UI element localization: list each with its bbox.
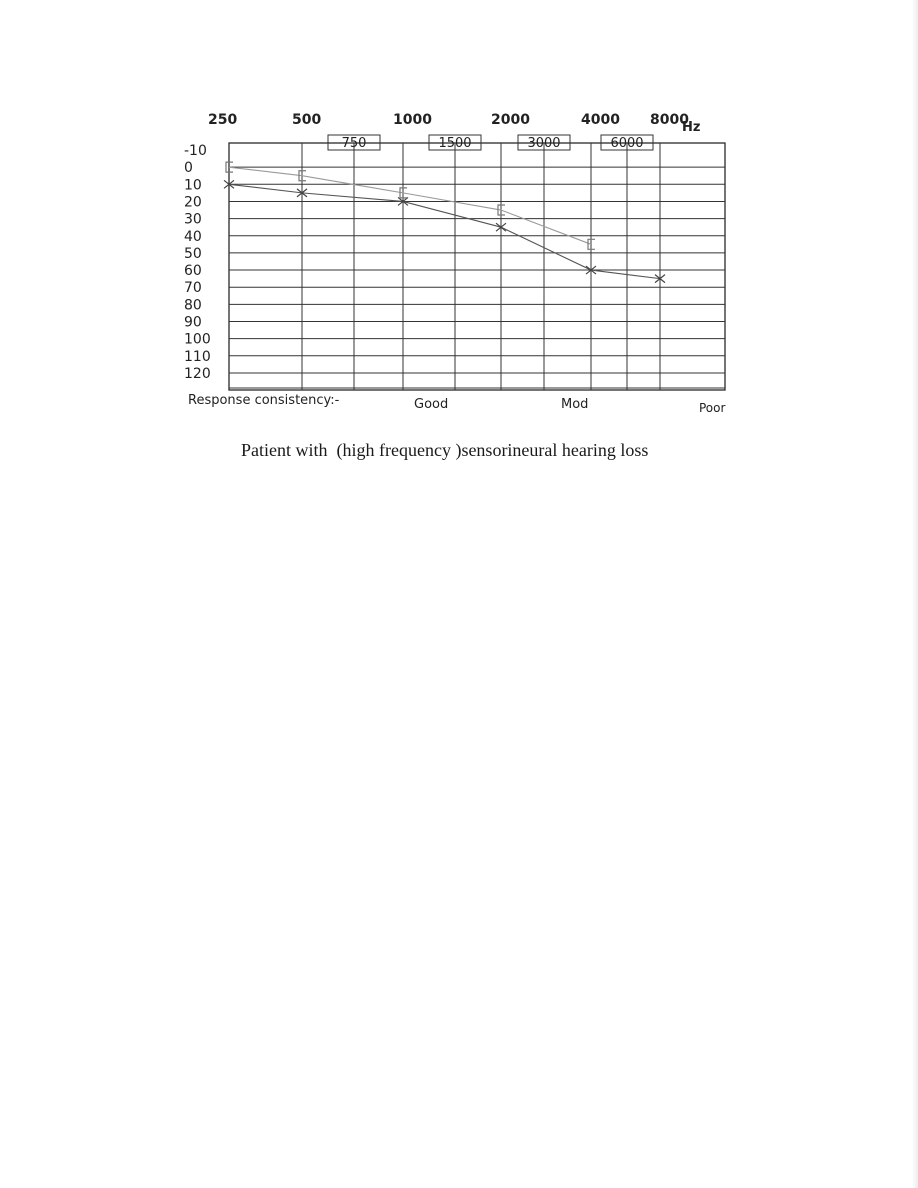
db-label-60: 60 (184, 263, 202, 280)
db-label-30: 30 (184, 211, 202, 228)
response-consistency-label: Response consistency:- (188, 393, 340, 408)
freq-label-250: 250 (208, 112, 238, 128)
db-label-100: 100 (184, 331, 211, 348)
audiogram-grid (229, 143, 725, 390)
db-label-120: 120 (184, 365, 211, 382)
mid-freq-label-3000: 3000 (527, 136, 561, 151)
series-line-right-ear-cross (229, 184, 660, 278)
response-consistency-poor: Poor (699, 401, 726, 415)
db-label-10: 10 (184, 177, 202, 194)
db-label-110: 110 (184, 348, 211, 365)
response-consistency-good: Good (414, 397, 449, 412)
freq-label-8000: 8000 (650, 112, 689, 128)
audiogram-chart (0, 0, 918, 430)
freq-unit-label: Hz (682, 120, 701, 135)
mid-freq-label-750: 750 (341, 136, 367, 151)
mid-freq-label-1500: 1500 (438, 136, 472, 151)
db-label-50: 50 (184, 245, 202, 262)
db-label-90: 90 (184, 314, 202, 331)
response-consistency-mod: Mod (561, 397, 589, 412)
freq-label-4000: 4000 (581, 112, 620, 128)
db-label-80: 80 (184, 297, 202, 314)
freq-label-1000: 1000 (393, 112, 432, 128)
grid-frame (229, 143, 725, 390)
freq-label-500: 500 (292, 112, 322, 128)
figure-caption: Patient with (high frequency )sensorineural hearing loss (241, 440, 649, 460)
mid-freq-label-6000: 6000 (610, 136, 644, 151)
db-label--10: -10 (184, 143, 207, 159)
data-markers (224, 162, 665, 282)
db-label-70: 70 (184, 280, 202, 297)
hearing-level-labels (184, 143, 211, 382)
frequency-labels (208, 112, 700, 151)
db-label-20: 20 (184, 194, 202, 211)
freq-label-2000: 2000 (491, 112, 530, 128)
db-label-0: 0 (184, 160, 193, 177)
series-line-left-ear-bracket (229, 167, 591, 244)
response-consistency (188, 393, 725, 415)
db-label-40: 40 (184, 228, 202, 245)
